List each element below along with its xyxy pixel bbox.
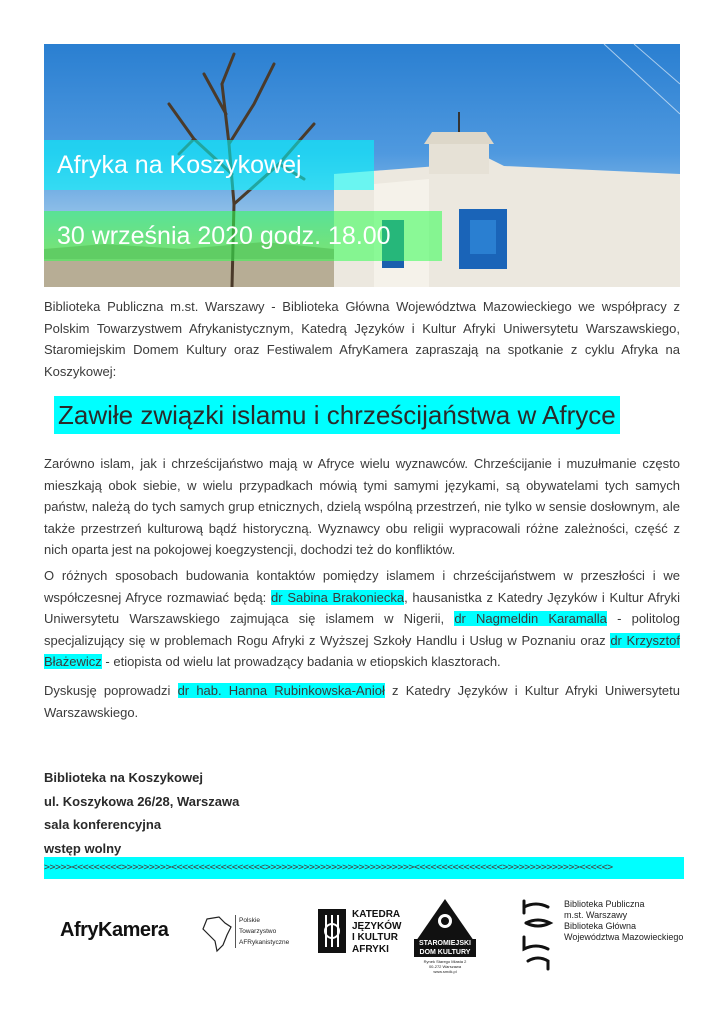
smdk-address <box>414 959 476 974</box>
bpw-line-1: Biblioteka Publiczna <box>564 899 645 909</box>
africa-outline-icon <box>201 913 233 953</box>
speakers-text-1: O różnych sposobach budowania kontaktów pomiędzy islamem i chrześcijaństwem w przeszłości i we współczesnej Afryce rozmawiać będą: <box>44 568 680 605</box>
pta-line-1: Polskie <box>239 917 260 924</box>
moderator-text-2: z Katedry Języków i Kultur Afryki Uniwersytetu Warszawskiego. <box>44 683 681 720</box>
event-title: Zawiłe związki islamu i chrześcijaństwa w Afryce <box>54 396 620 434</box>
biblioteka-emblem-icon <box>518 897 558 971</box>
biblioteka-logo-text <box>564 899 683 943</box>
venue-info <box>44 766 239 860</box>
speakers-text-3: - politolog specjalizujący się w problemach Rogu Afryki z Wyższej Szkoły Handlu i Usług w Poznaniu oraz <box>44 611 681 648</box>
katedra-line-4: AFRYKI <box>352 943 389 955</box>
pta-line-3: AFRykanistyczne <box>239 939 290 946</box>
venue-name: Biblioteka na Koszykowej <box>44 770 203 785</box>
intro-paragraph: Biblioteka Publiczna m.st. Warszawy - Biblioteka Główna Województwa Mazowieckiego we współpracy z Polskim Towarzystwem Afrykanistycznym, Katedrą Języków i Kultur Afryki Uniwersytetu Warszawskiego, Staromiejskim Domem Kultury oraz Festiwalem AfryKamera zapraszają na spotkanie z cyklu Afryka na Koszykowej: <box>44 299 680 379</box>
speaker-name-1: dr Sabina Brakoniecka <box>271 589 405 605</box>
partner-logos <box>44 895 684 975</box>
katedra-line-2: JĘZYKÓW <box>352 920 402 932</box>
moderator-text-1: Dyskusję poprowadzi <box>44 683 178 698</box>
bpw-line-4: Województwa Mazowieckiego <box>564 932 684 942</box>
speaker-name-3: dr Krzysztof Błażewicz <box>44 632 680 669</box>
katedra-logo <box>316 907 406 959</box>
pta-logo <box>201 913 311 955</box>
arrow-divider: >>>>><<<<<<<<<>>>>>>>>><<<<<<<<<<<<<<<<<>>>>>>>>>>>>>>>>>>>>>>>>>>><<<<<<<<<<<<<<<<>>>>>>>>>>>>>><<<<<> <box>44 857 684 879</box>
speakers-text-4: - etiopista od wielu lat prowadzący badania w etiopskich klasztorach. <box>101 654 501 669</box>
katedra-emblem-icon <box>316 907 348 955</box>
smdk-line-2: DOM KULTURY <box>419 949 471 956</box>
description-paragraph: Zarówno islam, jak i chrześcijaństwo mają w Afryce wielu wyznawców. Chrześcijanie i muzułmanie często mieszkają obok siebie, w wielu przypadkach mówią tymi samymi językami, są obywatelami tych samych państw, należą do tych samych grup etnicznych, dzielą wspólną przestrzeń, nie tylko w sensie dosłownym, ale także przestrzeń kulturową bądź historyczną. Wyznawcy obu religii wypracowali różne zależności, część z nich oparta jest na pokojowej koegzystencji, dochodzi też do konfliktów. <box>44 456 680 557</box>
staromiejski-dom-kultury-logo <box>414 897 476 974</box>
venue-address: ul. Koszykowa 26/28, Warszawa <box>44 793 240 809</box>
katedra-line-1: KATEDRA <box>352 909 401 920</box>
venue-entry: wstęp wolny <box>44 840 122 856</box>
moderator-name: dr hab. Hanna Rubinkowska-Anioł <box>177 683 385 698</box>
event-date: 30 września 2020 godz. 18.00 <box>44 211 442 261</box>
smdk-address-line-2: 00-272 Warszawa <box>428 964 462 969</box>
smdk-address-line-1: Rynek Starego Miasta 2 <box>423 959 467 964</box>
series-title: Afryka na Koszykowej <box>44 140 374 190</box>
biblioteka-logo <box>518 897 688 975</box>
speakers-text-2: , hausanistka z Katedry Języków i Kultur Afryki Uniwersytetu Warszawskiego zajmująca się islamem w Nigerii, <box>44 589 680 626</box>
smdk-line-1: STAROMIEJSKI <box>419 940 471 947</box>
speakers-paragraph <box>44 565 680 673</box>
pta-logo-text <box>235 915 289 948</box>
katedra-logo-text <box>352 909 401 955</box>
venue-room: sala konferencyjna <box>44 817 162 832</box>
katedra-line-3: I KULTUR <box>352 932 398 943</box>
smdk-logo-text <box>414 939 476 957</box>
pta-line-2: Towarzystwo <box>239 928 277 935</box>
smdk-address-line-3: www.smdk.pl <box>433 969 457 974</box>
moderator-paragraph <box>44 680 680 723</box>
bpw-line-3: Biblioteka Główna <box>564 921 637 931</box>
triangle-emblem-icon <box>414 897 476 941</box>
afrykamera-logo: AfryKamera <box>60 919 169 941</box>
speaker-name-2: dr Nagmeldin Karamalla <box>454 611 607 626</box>
bpw-line-2: m.st. Warszawy <box>564 910 628 920</box>
